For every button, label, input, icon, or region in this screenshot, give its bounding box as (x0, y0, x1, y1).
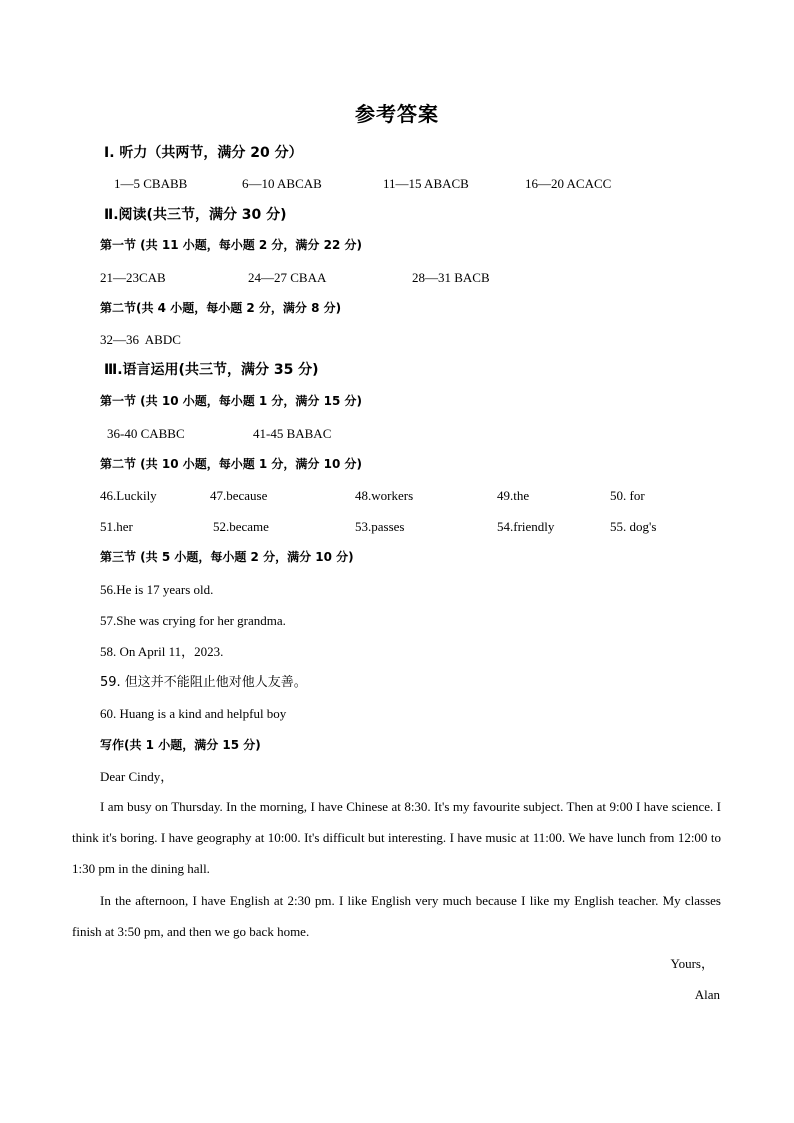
language-part1-heading: 第一节 (共 10 小题，每小题 1 分，满分 15 分) (100, 394, 362, 408)
short-answer: 56.He is 17 years old. (100, 582, 214, 597)
listening-answer: 6—10 ABCAB (242, 176, 322, 191)
reading-answer: 21—23CAB (100, 270, 166, 285)
cloze-answer: 51.her (100, 519, 133, 534)
page-title: 参考答案 (355, 102, 439, 126)
cloze-answer: 46.Luckily (100, 488, 157, 503)
cloze-answer: 54.friendly (497, 519, 555, 534)
reading-heading: Ⅱ.阅读(共三节，满分 30 分) (104, 207, 287, 223)
language-answer: 41-45 BABAC (253, 426, 332, 441)
reading-answer: 32—36 ABDC (100, 332, 181, 347)
listening-answer: 1—5 CBABB (114, 176, 188, 191)
listening-answer: 16—20 ACACC (525, 176, 612, 191)
cloze-answer: 47.because (210, 488, 268, 503)
reading-answer: 24—27 CBAA (248, 270, 327, 285)
short-answer: 57.She was crying for her grandma. (100, 613, 286, 628)
short-answer: 60. Huang is a kind and helpful boy (100, 706, 287, 721)
writing-heading: 写作(共 1 小题，满分 15 分) (100, 738, 261, 752)
language-part2-heading: 第二节 (共 10 小题，每小题 1 分，满分 10 分) (100, 457, 362, 471)
cloze-answer: 53.passes (355, 519, 405, 534)
cloze-answer: 52.became (213, 519, 269, 534)
letter-greeting: Dear Cindy， (100, 769, 174, 784)
language-answer: 36-40 CABBC (107, 426, 185, 441)
reading-answer: 28—31 BACB (412, 270, 490, 285)
listening-answer: 11—15 ABACB (383, 176, 469, 191)
cloze-answer: 49.the (497, 488, 530, 503)
listening-heading: Ⅰ. 听力（共两节，满分 20 分） (104, 145, 303, 161)
reading-part2-heading: 第二节(共 4 小题，每小题 2 分，满分 8 分) (100, 301, 342, 315)
letter-paragraph: In the afternoon, I have English at 2:30 pm. I like English very much because I like my English teacher. My classes finish at 3:50 pm, and then we go back home. (72, 893, 721, 939)
cloze-answer: 55. dog's (610, 519, 657, 534)
reading-part1-heading: 第一节 (共 11 小题，每小题 2 分，满分 22 分) (100, 238, 362, 252)
short-answer: 59. 但这并不能阻止他对他人友善。 (100, 675, 307, 690)
cloze-answer: 48.workers (355, 488, 414, 503)
language-heading: Ⅲ.语言运用(共三节，满分 35 分) (104, 362, 319, 378)
letter-closing: Yours， (670, 956, 714, 971)
letter-signature: Alan (694, 987, 720, 1002)
language-part3-heading: 第三节 (共 5 小题，每小题 2 分，满分 10 分) (100, 550, 354, 564)
short-answer: 58. On April 11，2023. (100, 644, 224, 659)
cloze-answer: 50. for (610, 488, 645, 503)
letter-paragraph: I am busy on Thursday. In the morning, I have Chinese at 8:30. It's my favourite subject. Then at 9:00 I have science. I think it's boring. I have geography at 10:00. It's difficult but interesting. I have music at 11:00. We have lunch from 12:00 to 1:30 pm in the dining hall. (72, 799, 721, 876)
